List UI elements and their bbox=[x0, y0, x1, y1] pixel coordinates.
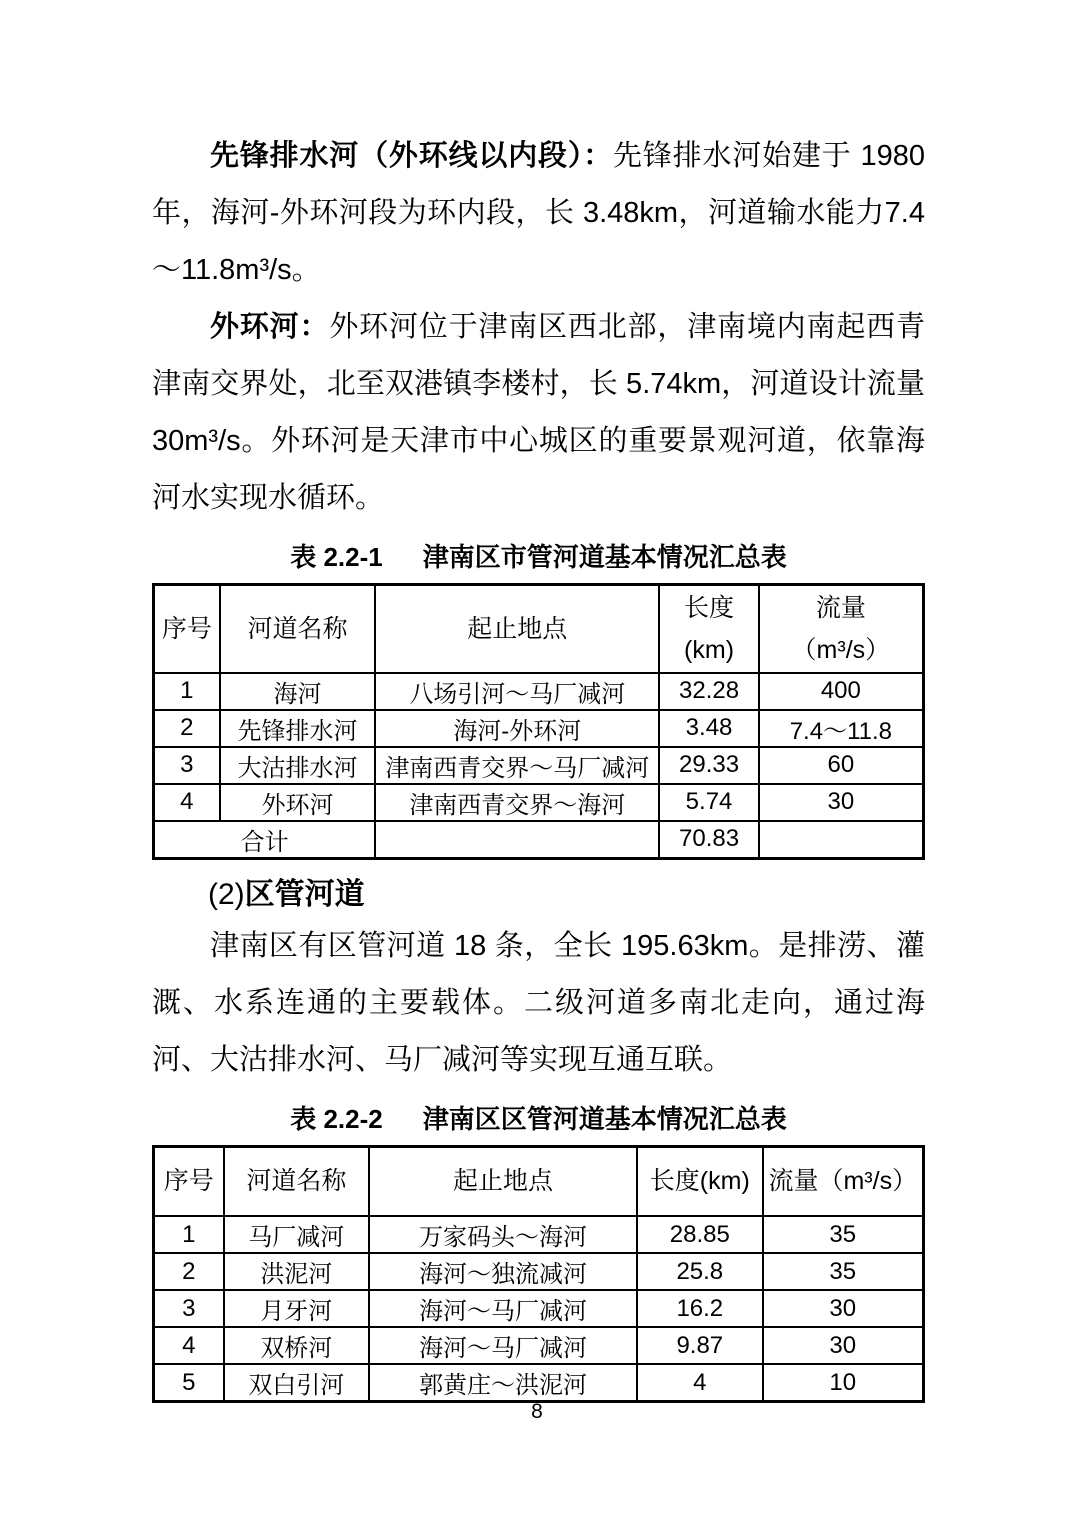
text-run: 外环河位于津南区西北部，津南境内南起西青津南交界处，北至双港镇李楼村，长 5.74km，河道设计流量30m³/s。外环河是天津市中心城区的重要景观河道，依靠海河水实现水循环。 bbox=[152, 311, 925, 514]
table-cell: 海河-外环河 bbox=[375, 710, 659, 747]
table-cell: 30 bbox=[763, 1290, 924, 1327]
total-label-cell: 合计 bbox=[154, 821, 376, 859]
column-header: 流量（m³/s） bbox=[763, 1146, 924, 1216]
table-cell: 2 bbox=[154, 710, 220, 747]
table-cell: 28.85 bbox=[637, 1216, 763, 1253]
table-cell: 7.4～11.8 bbox=[759, 710, 924, 747]
table-caption-title: 津南区市管河道基本情况汇总表 bbox=[422, 542, 787, 572]
district-managed-rivers-table bbox=[152, 1145, 925, 1404]
column-header: 流量 （m³/s） bbox=[759, 585, 924, 673]
table-row bbox=[154, 1216, 924, 1253]
column-header: 长度 (km) bbox=[659, 585, 758, 673]
table-cell: 35 bbox=[763, 1216, 924, 1253]
table-cell: 洪泥河 bbox=[224, 1253, 370, 1290]
table-cell: 津南西青交界～马厂减河 bbox=[375, 747, 659, 784]
table-cell: 先锋排水河 bbox=[220, 710, 376, 747]
total-startend-cell bbox=[375, 821, 659, 859]
table-cell: 万家码头～海河 bbox=[369, 1216, 637, 1253]
table-cell: 大沽排水河 bbox=[220, 747, 376, 784]
bold-text-run: 先锋排水河（外环线以内段）： bbox=[210, 140, 614, 172]
paragraph-outer-ring-river bbox=[152, 299, 925, 527]
column-header: 河道名称 bbox=[224, 1146, 370, 1216]
table-cell: 9.87 bbox=[637, 1327, 763, 1364]
table-cell: 1 bbox=[154, 673, 220, 710]
table-row bbox=[154, 1290, 924, 1327]
text-run: 津南区有区管河道 18 条，全长 195.63km。是排涝、灌溉、水系连通的主要载体。二级河道多南北走向，通过海河、大沽排水河、马厂减河等实现互通互联。 bbox=[152, 929, 925, 1076]
column-header: 起止地点 bbox=[369, 1146, 637, 1216]
table-cell: 60 bbox=[759, 747, 924, 784]
table-cell: 5 bbox=[154, 1364, 224, 1402]
section-heading-district-rivers bbox=[152, 872, 925, 918]
table-cell: 3 bbox=[154, 747, 220, 784]
table-cell: 郭黄庄～洪泥河 bbox=[369, 1364, 637, 1402]
table-cell: 外环河 bbox=[220, 784, 376, 821]
text-run: 先锋排水河始建于 1980 年，海河-外环河段为环内段，长 3.48km，河道输水能力7.4～11.8m³/s。 bbox=[152, 140, 925, 286]
text-run: (2) bbox=[208, 877, 245, 911]
table-cell: 35 bbox=[763, 1253, 924, 1290]
table-row bbox=[154, 747, 924, 784]
table-header-row bbox=[154, 585, 924, 673]
table-cell: 海河～马厂减河 bbox=[369, 1327, 637, 1364]
table-cell: 海河～马厂减河 bbox=[369, 1290, 637, 1327]
city-managed-rivers-table bbox=[152, 583, 925, 860]
table-row bbox=[154, 673, 924, 710]
table-row bbox=[154, 710, 924, 747]
table-total-row bbox=[154, 821, 924, 859]
column-header: 序号 bbox=[154, 1146, 224, 1216]
table-cell: 25.8 bbox=[637, 1253, 763, 1290]
total-flow-cell bbox=[759, 821, 924, 859]
table-cell: 2 bbox=[154, 1253, 224, 1290]
table-cell: 双桥河 bbox=[224, 1327, 370, 1364]
table-cell: 八场引河～马厂减河 bbox=[375, 673, 659, 710]
column-header: 河道名称 bbox=[220, 585, 376, 673]
table-cell: 10 bbox=[763, 1364, 924, 1402]
table-cell: 4 bbox=[154, 784, 220, 821]
table-caption-label: 表 2.2-1 bbox=[290, 542, 383, 572]
total-length-cell: 70.83 bbox=[659, 821, 758, 859]
paragraph-district-rivers bbox=[152, 918, 925, 1089]
page-number: 8 bbox=[531, 1400, 543, 1423]
table-cell: 29.33 bbox=[659, 747, 758, 784]
table-cell: 400 bbox=[759, 673, 924, 710]
column-header: 序号 bbox=[154, 585, 220, 673]
table-header-row bbox=[154, 1146, 924, 1216]
table-cell: 5.74 bbox=[659, 784, 758, 821]
table-cell: 3 bbox=[154, 1290, 224, 1327]
table-caption-2 bbox=[152, 1103, 925, 1135]
column-header: 长度(km) bbox=[637, 1146, 763, 1216]
table-cell: 1 bbox=[154, 1216, 224, 1253]
table-cell: 海河～独流减河 bbox=[369, 1253, 637, 1290]
table-cell: 30 bbox=[759, 784, 924, 821]
table-row bbox=[154, 1253, 924, 1290]
table-row bbox=[154, 1327, 924, 1364]
table-cell: 双白引河 bbox=[224, 1364, 370, 1402]
table-cell: 马厂减河 bbox=[224, 1216, 370, 1253]
table-cell: 海河 bbox=[220, 673, 376, 710]
bold-text-run: 外环河： bbox=[210, 311, 330, 343]
table-cell: 32.28 bbox=[659, 673, 758, 710]
table-row bbox=[154, 1364, 924, 1402]
table-cell: 津南西青交界～海河 bbox=[375, 784, 659, 821]
table-cell: 4 bbox=[637, 1364, 763, 1402]
table-caption-1 bbox=[152, 541, 925, 573]
bold-text-run: 区管河道 bbox=[244, 877, 365, 911]
table-cell: 4 bbox=[154, 1327, 224, 1364]
table-cell: 月牙河 bbox=[224, 1290, 370, 1327]
table-caption-label: 表 2.2-2 bbox=[290, 1103, 383, 1134]
table-row bbox=[154, 784, 924, 821]
column-header: 起止地点 bbox=[375, 585, 659, 673]
table-caption-title: 津南区区管河道基本情况汇总表 bbox=[422, 1103, 787, 1134]
paragraph-xianfeng-river bbox=[152, 128, 925, 299]
table-cell: 30 bbox=[763, 1327, 924, 1364]
table-cell: 16.2 bbox=[637, 1290, 763, 1327]
table-cell: 3.48 bbox=[659, 710, 758, 747]
